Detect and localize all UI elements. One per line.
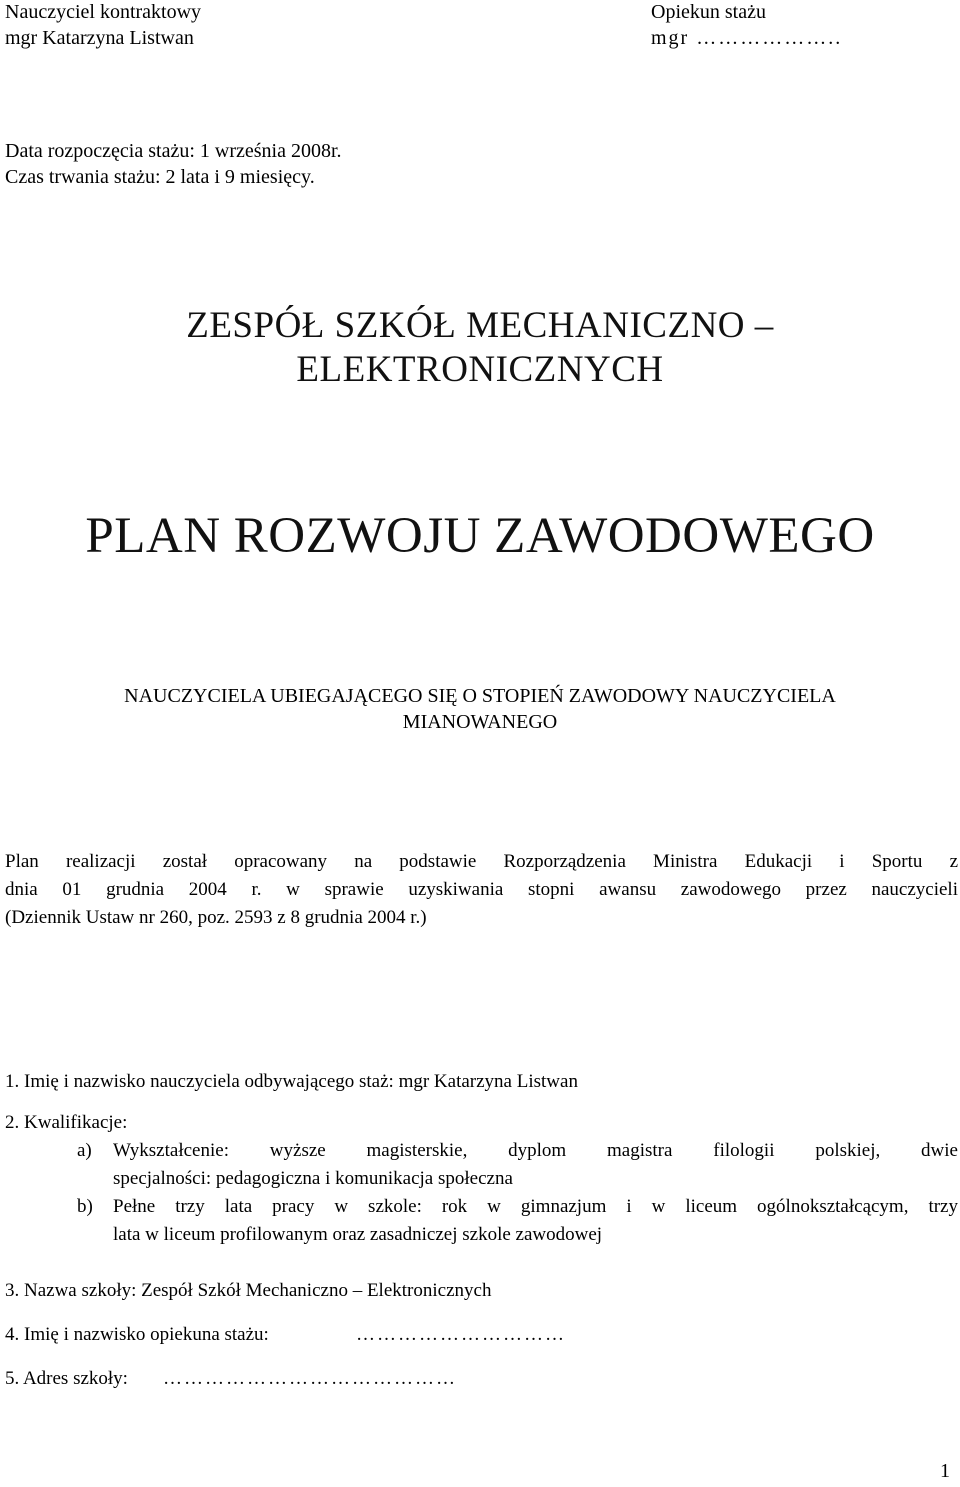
item-mentor-blank: ………………………… (356, 1324, 566, 1345)
item-2a-line2: specjalności: pedagogiczna i komunikacja społeczna (113, 1168, 513, 1189)
item-2a-marker: a) (77, 1140, 92, 1161)
internship-start: Data rozpoczęcia stażu: 1 września 2008r. (5, 140, 342, 162)
item-2b-marker: b) (77, 1196, 93, 1217)
plan-title: PLAN ROZWOJU ZAWODOWEGO (85, 508, 875, 564)
item-school-address-label: 5. Adres szkoły: (5, 1368, 128, 1389)
teacher-status: Nauczyciel kontraktowy (5, 1, 202, 23)
item-school-address-blank: …………………………………… (163, 1368, 457, 1389)
intro-line1: Plan realizacji został opracowany na podstawie Rozporządzenia Ministra Edukacji i Sportu z (5, 851, 958, 872)
teacher-name: mgr Katarzyna Listwan (5, 27, 194, 49)
subtitle-line2: MIANOWANEGO (402, 711, 558, 733)
subtitle-line1: NAUCZYCIELA UBIEGAJĄCEGO SIĘ O STOPIEŃ ZAWODOWY NAUCZYCIELA (124, 685, 836, 707)
item-qualifications: 2. Kwalifikacje: (5, 1112, 128, 1133)
school-title-line1: ZESPÓŁ SZKÓŁ MECHANICZNO – (186, 305, 774, 346)
intro-line3: (Dziennik Ustaw nr 260, poz. 2593 z 8 grudnia 2004 r.) (5, 907, 427, 928)
mentor-name: mgr ……………….. (651, 27, 843, 49)
page-number: 1 (940, 1460, 950, 1482)
school-title-line2: ELEKTRONICZNYCH (296, 349, 664, 390)
internship-duration: Czas trwania stażu: 2 lata i 9 miesięcy. (5, 166, 315, 188)
item-2b-line1: Pełne trzy lata pracy w szkole: rok w gimnazjum i w liceum ogólnokształcącym, trzy (113, 1196, 958, 1217)
mentor-label: Opiekun stażu (651, 1, 766, 23)
item-teacher-name: 1. Imię i nazwisko nauczyciela odbywającego staż: mgr Katarzyna Listwan (5, 1071, 578, 1092)
item-mentor-label: 4. Imię i nazwisko opiekuna stażu: (5, 1324, 269, 1345)
item-2a-line1: Wykształcenie: wyższe magisterskie, dyplom magistra filologii polskiej, dwie (113, 1140, 958, 1161)
item-2b-line2: lata w liceum profilowanym oraz zasadniczej szkole zawodowej (113, 1224, 603, 1245)
item-school-name: 3. Nazwa szkoły: Zespół Szkół Mechaniczno – Elektronicznych (5, 1280, 492, 1301)
intro-line2: dnia 01 grudnia 2004 r. w sprawie uzyskiwania stopni awansu zawodowego przez nauczycieli (5, 879, 958, 900)
